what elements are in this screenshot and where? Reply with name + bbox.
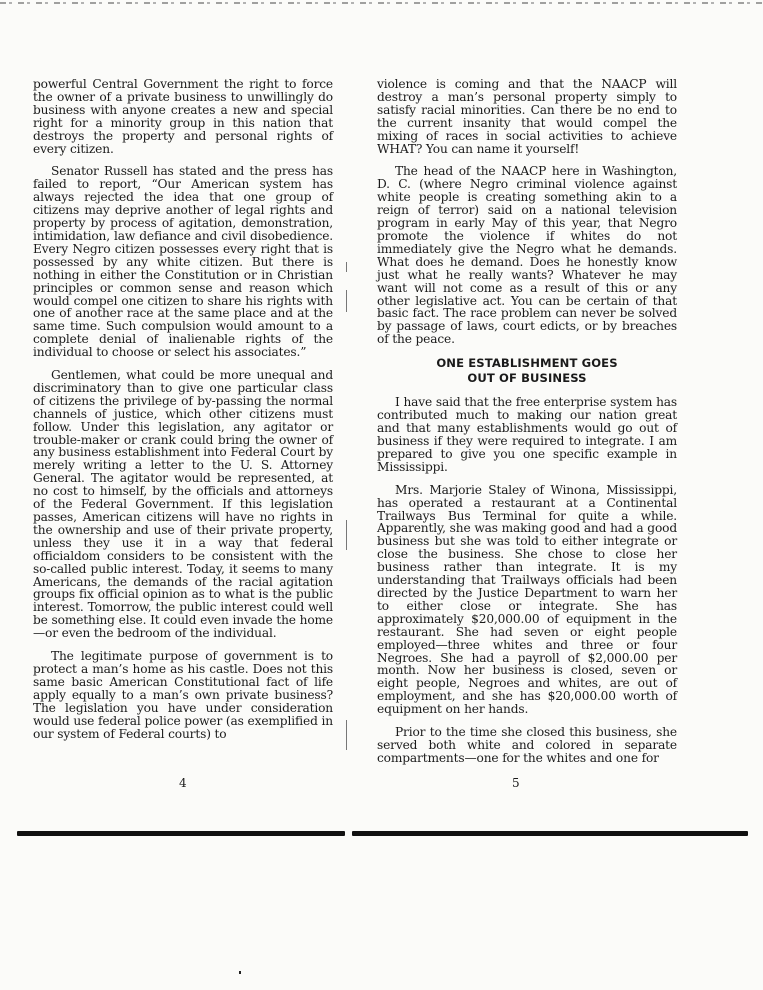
section-heading	[377, 356, 677, 385]
section-heading-line-1: ONE ESTABLISHMENT GOES	[436, 356, 618, 371]
section-heading-line-2: OUT OF BUSINESS	[467, 370, 587, 385]
paragraph: violence is coming and that the NAACP will destroy a man’s personal property simply to satisfy racial minorities. Can there be no end to the current insanity that would compel the mixing of races in social activities to achieve WHAT? You can name it yourself!	[377, 77, 677, 156]
gutter-mark	[346, 720, 347, 750]
gutter-mark	[346, 520, 347, 550]
paragraph: The head of the NAACP here in Washington, D. C. (where Negro criminal violence against white people is creating something akin to a reign of terror) said on a national television program in early May of this year, that Negro promote the violence if whites do not immediately give the Negro what he demands. What does he demand. Does he honestly know just what he really wants? Whatever he may want will not come as a result of this or any other legislative act. You can be certain of that basic fact. The race problem can never be solved by passage of laws, court edicts, or by breaches of the peace.	[377, 164, 677, 347]
top-edge-rule	[0, 2, 763, 4]
paragraph: Gentlemen, what could be more unequal and discriminatory than to give one particular class of citizens the privilege of by-passing the normal channels of justice, which other citizens must follow. Under this legislation, any agitator or trouble-maker or crank could bring the owner of any business establishment into Federal Court by merely writing a letter to the U. S. Attorney General. The agitator would be represented, at no cost to himself, by the officials and attorneys of the Federal Government. If this legislation passes, American citizens will have no rights in the ownership and use of their private property, unless they use it in a way that federal officialdom considers to be consistent with the so-called public interest. Today, it seems to many Americans, the demands of the racial agitation groups fix official opinion as to what is the public interest. Tomorrow, the public interest could well be something else. It could even invade the home —or even the bedroom of the individual.	[33, 368, 333, 641]
page-number-right: 5	[512, 776, 520, 790]
paragraph: powerful Central Government the right to force the owner of a private business to unwillingly do business with anyone creates a new and special right for a minority group in this nation that destroys the property and personal rights of every citizen.	[33, 77, 333, 156]
gutter-mark	[346, 290, 347, 312]
speck	[239, 971, 241, 974]
left-column	[33, 78, 333, 750]
right-column	[377, 78, 677, 775]
paragraph: Prior to the time she closed this business, she served both white and colored in separate compartments—one for the whites and one for	[377, 725, 677, 765]
paragraph: The legitimate purpose of government is to protect a man’s home as his castle. Does not this same basic American Constitutional fact of life apply equally to a man’s own private business? The legislation you have under consideration would use federal police power (as exemplified in our system of Federal courts) to	[33, 649, 333, 741]
paragraph: Mrs. Marjorie Staley of Winona, Mississippi, has operated a restaurant at a Continental Trailways Bus Terminal for quite a while. Apparently, she was making good and had a good business but she was told to either integrate or close the business. She chose to close her business rather than integrate. It is my understanding that Trailways officials had been directed by the Justice Department to warn her to either close or integrate. She has approximately $20,000.00 of equipment in the restaurant. She had seven or eight people employed—three whites and three or four Negroes. She had a payroll of $2,000.00 per month. Now her business is closed, seven or eight people, Negroes and whites, are out of employment, and she has $20,000.00 worth of equipment on her hands.	[377, 482, 677, 717]
paragraph: I have said that the free enterprise system has contributed much to making our nation great and that many establishments would go out of business if they were required to integrate. I am prepared to give you one specific example in Mississippi.	[377, 395, 677, 474]
paragraph: Senator Russell has stated and the press has failed to report, “Our American system has always rejected the idea that one group of citizens may deprive another of legal rights and property by process of agitation, demonstration, intimidation, law defiance and civil disobedience. Every Negro citizen possesses every right that is possessed by any white citizen. But there is nothing in either the Constitution or in Christian principles or common sense and reason which would compel one citizen to share his rights with one of another race at the same place and at the same time. Such compulsion would amount to a complete denial of inalienable rights of the individual to choose or select his associates.”	[33, 164, 333, 360]
page-number-left: 4	[179, 776, 187, 790]
bottom-rule-right	[352, 831, 748, 836]
gutter-mark	[346, 262, 347, 272]
bottom-rule-left	[17, 831, 345, 836]
